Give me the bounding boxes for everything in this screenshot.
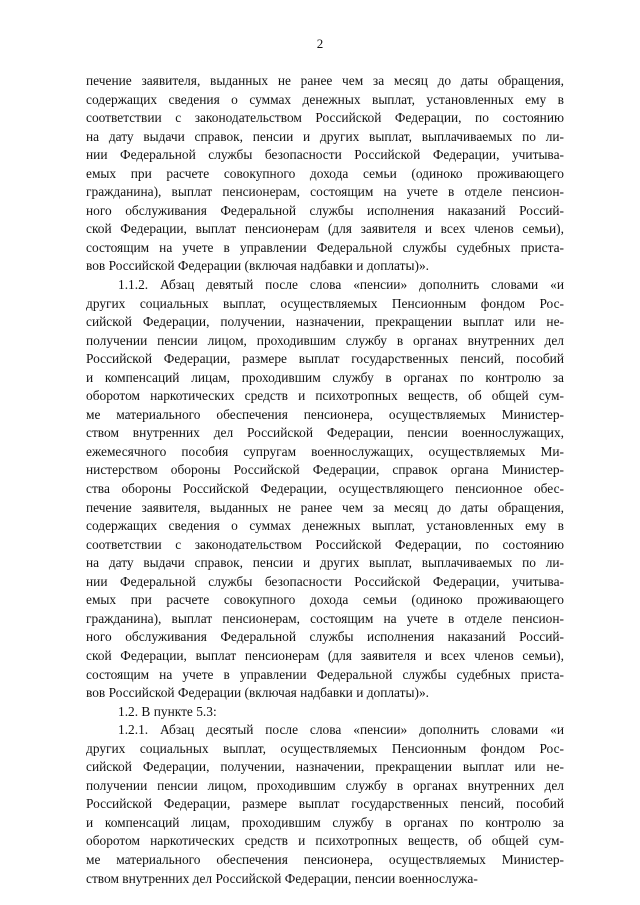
text-line: ской Федерации, выплат пенсионерам (для заявителя и всех членов семьи), xyxy=(86,647,564,663)
text-line: ежемесячного пособия супругам военнослужащих, осуществляемых Ми- xyxy=(86,443,564,459)
text-line: ской Федерации, выплат пенсионерам (для заявителя и всех членов семьи), xyxy=(86,221,564,237)
text-line: на дату выдачи справок, пенсии и других выплат, выплачиваемых по ли- xyxy=(86,128,564,144)
text-line: состоящим на учете в управлении Федеральной службы судебных приста- xyxy=(86,666,564,682)
text-line: оборотом наркотических средств и психотропных веществ, об общей сум- xyxy=(86,833,564,849)
text-line: 1.2. В пункте 5.3: xyxy=(118,703,217,719)
text-line: емых при расчете совокупного дохода семьи (одиноко проживающего xyxy=(86,592,564,608)
text-line: получении пенсии лицом, проходившим службу в органах внутренних дел xyxy=(86,332,564,348)
text-line: ного обслуживания Федеральной службы исполнения наказаний Россий- xyxy=(86,629,564,645)
text-line: ме материального обеспечения пенсионера, осуществляемых Министер- xyxy=(86,851,564,867)
text-line: Российской Федерации, размере выплат государственных пенсий, пособий xyxy=(86,351,564,367)
text-line: 1.2.1. Абзац десятый после слова «пенсии» дополнить словами «и xyxy=(118,722,564,738)
text-line: 1.1.2. Абзац девятый после слова «пенсии» дополнить словами «и xyxy=(118,277,564,293)
text-line: Российской Федерации, размере выплат государственных пенсий, пособий xyxy=(86,796,564,812)
text-line: нии Федеральной службы безопасности Российской Федерации, учитыва- xyxy=(86,147,564,163)
text-line: состоящим на учете в управлении Федеральной службы судебных приста- xyxy=(86,239,564,255)
text-line: вов Российской Федерации (включая надбавки и доплаты)». xyxy=(86,258,430,274)
text-line: ством внутренних дел Российской Федерации, пенсии военнослужа- xyxy=(86,870,478,886)
text-line: содержащих сведения о суммах денежных выплат, установленных ему в xyxy=(86,518,564,534)
paragraph xyxy=(86,703,564,722)
text-line: ства обороны Российской Федерации, осуществляющего пенсионное обес- xyxy=(86,481,564,497)
text-line: нистерством обороны Российской Федерации, справок органа Министер- xyxy=(86,462,564,478)
text-line: печение заявителя, выданных не ранее чем за месяц до даты обращения, xyxy=(86,73,564,88)
text-line: сийской Федерации, получении, назначении, прекращении выплат или не- xyxy=(86,759,564,775)
text-line: и компенсаций лицам, проходившим службу в органах по контролю за xyxy=(86,369,564,385)
text-line: емых при расчете совокупного дохода семьи (одиноко проживающего xyxy=(86,165,564,181)
text-line: оборотом наркотических средств и психотропных веществ, об общей сум- xyxy=(86,388,564,404)
text-line: гражданина), выплат пенсионерам, состоящим на учете в отделе пенсион- xyxy=(86,610,564,626)
text-line: других социальных выплат, осуществляемых Пенсионным фондом Рос- xyxy=(86,740,564,756)
paragraph xyxy=(86,72,564,276)
text-line: вов Российской Федерации (включая надбавки и доплаты)». xyxy=(86,685,430,701)
text-line: печение заявителя, выданных не ранее чем за месяц до даты обращения, xyxy=(86,499,564,515)
text-line: ме материального обеспечения пенсионера, осуществляемых Министер- xyxy=(86,406,564,422)
text-line: ного обслуживания Федеральной службы исполнения наказаний Россий- xyxy=(86,202,564,218)
text-line: и компенсаций лицам, проходившим службу в органах по контролю за xyxy=(86,814,564,830)
paragraph xyxy=(86,721,564,888)
text-line: соответствии с законодательством Российской Федерации, по состоянию xyxy=(86,110,564,126)
text-line: соответствии с законодательством Российской Федерации, по состоянию xyxy=(86,536,564,552)
text-line: нии Федеральной службы безопасности Российской Федерации, учитыва- xyxy=(86,573,564,589)
text-line: других социальных выплат, осуществляемых Пенсионным фондом Рос- xyxy=(86,295,564,311)
text-line: получении пенсии лицом, проходившим службу в органах внутренних дел xyxy=(86,777,564,793)
paragraph xyxy=(86,276,564,703)
text-line: содержащих сведения о суммах денежных выплат, установленных ему в xyxy=(86,91,564,107)
document-body xyxy=(86,72,564,888)
text-line: гражданина), выплат пенсионерам, состоящим на учете в отделе пенсион- xyxy=(86,184,564,200)
text-line: сийской Федерации, получении, назначении, прекращении выплат или не- xyxy=(86,314,564,330)
text-line: ством внутренних дел Российской Федерации, пенсии военнослужащих, xyxy=(86,425,564,441)
page-number: 2 xyxy=(316,36,324,51)
text-line: на дату выдачи справок, пенсии и других выплат, выплачиваемых по ли- xyxy=(86,555,564,571)
